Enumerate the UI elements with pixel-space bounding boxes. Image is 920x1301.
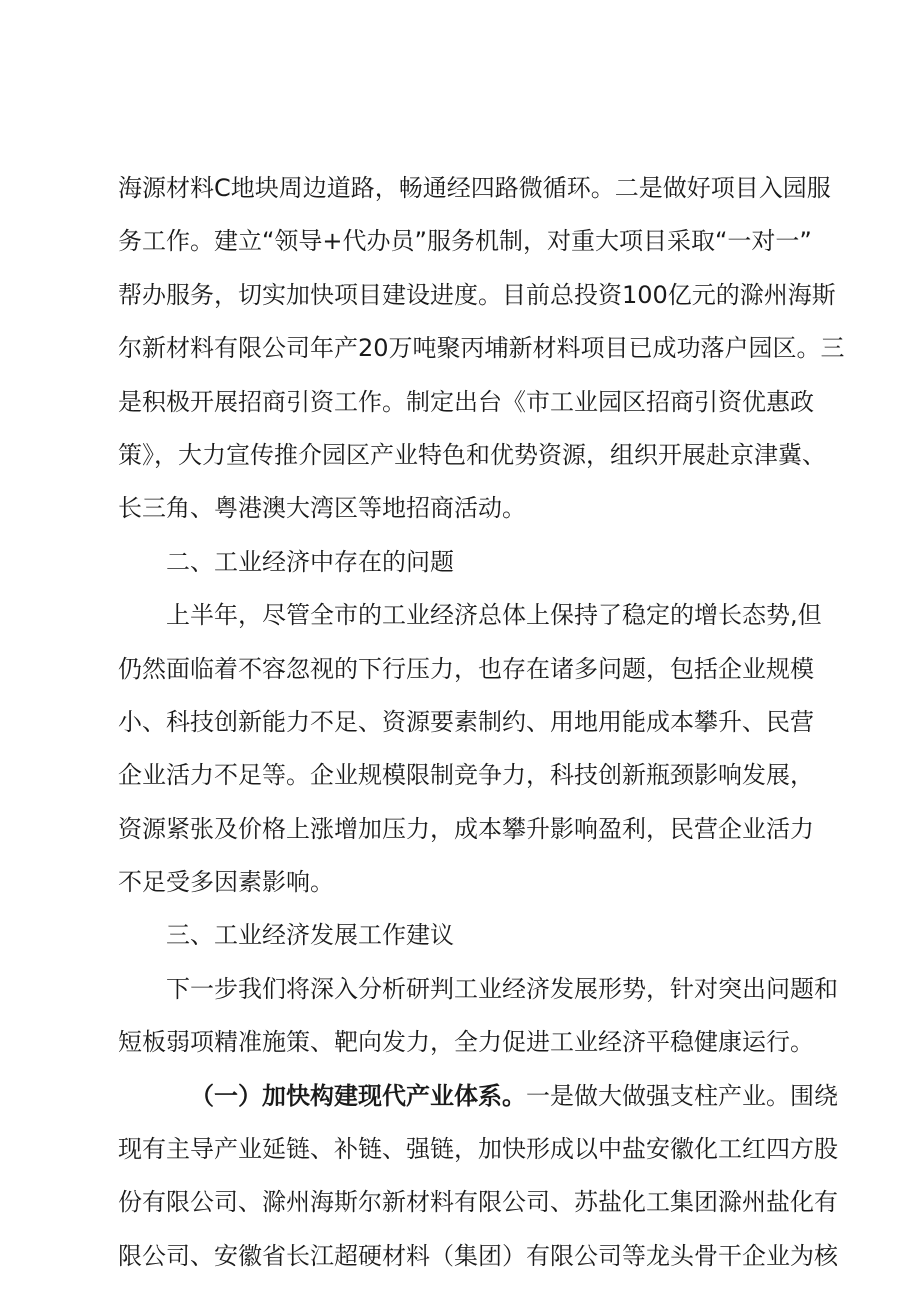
paragraph-line: 海源材料C地块周边道路，畅通经四路微循环。二是做好项目入园服 — [118, 174, 831, 202]
paragraph-line: 是积极开展招商引资工作。制定出台《市工业园区招商引资优惠政 — [118, 387, 814, 416]
paragraph-line: 现有主导产业延链、补链、强链，加快形成以中盐安徽化工红四方股 — [118, 1135, 838, 1164]
paragraph-line: 企业活力不足等。企业规模限制竞争力，科技创新瓶颈影响发展， — [118, 761, 814, 790]
paragraph-line: 上半年，尽管全市的工业经济总体上保持了稳定的增长态势,但 — [166, 601, 822, 630]
paragraph-line: 策》，大力宣传推介园区产业特色和优势资源，组织开展赴京津冀、 — [118, 440, 826, 469]
subsection-heading: （一）加快构建现代产业体系。 — [190, 1081, 526, 1110]
paragraph-line: 下一步我们将深入分析研判工业经济发展形势，针对突出问题和 — [166, 974, 838, 1003]
subsection-text: 一是做大做强支柱产业。围绕 — [526, 1081, 838, 1110]
document-body — [118, 162, 845, 1283]
paragraph-line: 仍然面临着不容忽视的下行压力，也存在诸多问题，包括企业规模 — [118, 654, 814, 683]
section-heading-problems: 二、工业经济中存在的问题 — [166, 547, 454, 576]
paragraph-line: 帮办服务，切实加快项目建设进度。目前总投资100亿元的滁州海斯 — [118, 280, 836, 309]
paragraph-line: 资源紧张及价格上涨增加压力，成本攀升影响盈利，民营企业活力 — [118, 814, 814, 843]
paragraph-line: 短板弱项精准施策、靶向发力，全力促进工业经济平稳健康运行。 — [118, 1028, 814, 1057]
paragraph-line: 份有限公司、滁州海斯尔新材料有限公司、苏盐化工集团滁州盐化有 — [118, 1188, 838, 1217]
section-heading-suggestions: 三、工业经济发展工作建议 — [166, 921, 454, 950]
paragraph-line: 尔新材料有限公司年产20万吨聚丙埔新材料项目已成功落户园区。三 — [118, 334, 845, 363]
paragraph-line: 不足受多因素影响。 — [118, 868, 334, 897]
paragraph-line: 限公司、安徽省长江超硬材料（集团）有限公司等龙头骨干企业为核 — [118, 1241, 838, 1270]
paragraph-line: 长三角、粤港澳大湾区等地招商活动。 — [118, 494, 526, 523]
subsection-line — [118, 1070, 838, 1123]
paragraph-line: 小、科技创新能力不足、资源要素制约、用地用能成本攀升、民营 — [118, 707, 814, 736]
paragraph-line: 务工作。建立“领导+代办员”服务机制，对重大项目采取“一对一” — [118, 227, 812, 256]
